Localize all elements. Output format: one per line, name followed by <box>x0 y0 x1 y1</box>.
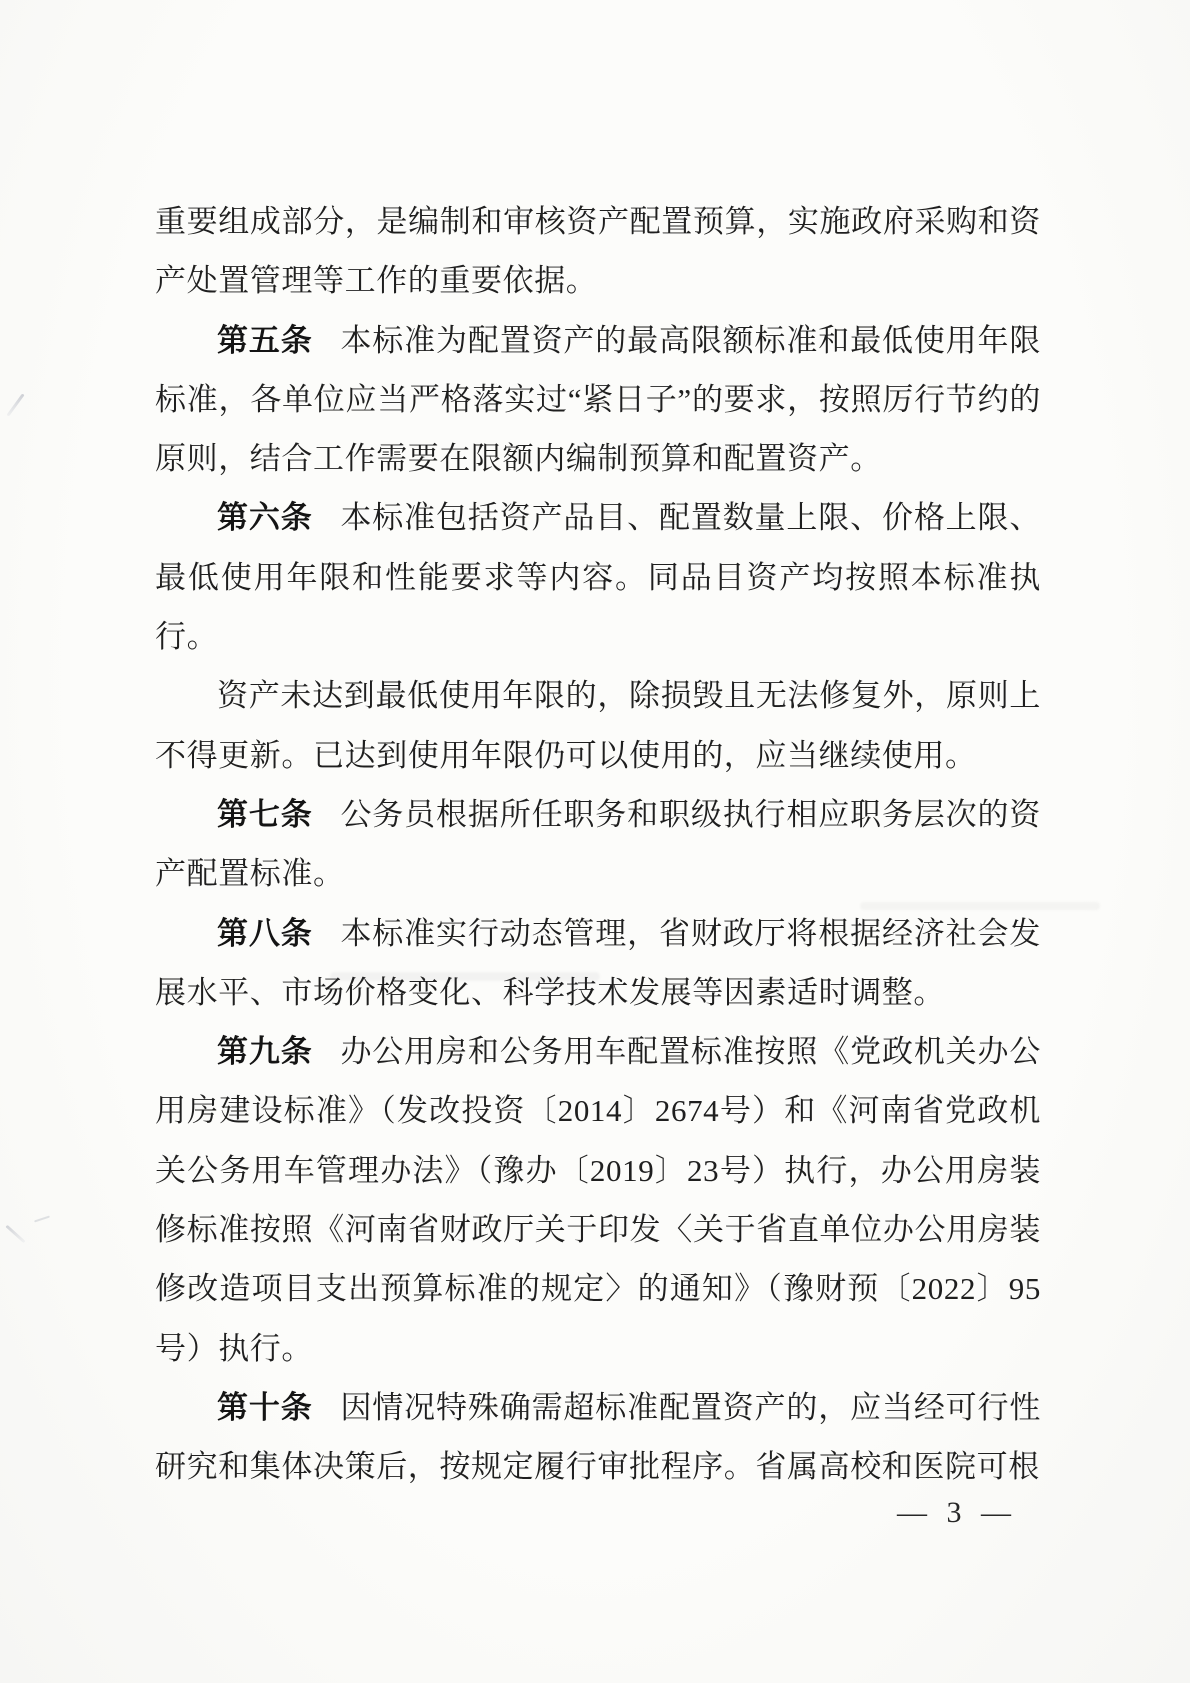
article-number: 第十条 <box>217 1389 313 1425</box>
scan-artifact <box>34 1216 50 1223</box>
article-number: 第九条 <box>217 1034 313 1070</box>
paragraph: 第十条 因情况特殊确需超标准配置资产的，应当经可行性研究和集体决策后，按规定履行审批程序。省属高校和医院可根 <box>155 1389 1041 1485</box>
paragraph: 第九条 办公用房和公务用车配置标准按照《党政机关办公用房建设标准》（发改投资〔2014〕2674号）和《河南省党政机关公务用车管理办法》（豫办〔2019〕23号）执行，办公用房装修标准按照《河南省财政厅关于印发〈关于省直单位办公用房装修改造项目支出预算标准的规定〉的通知》（豫财预〔2022〕95号）执行。 <box>155 1034 1041 1366</box>
scan-artifact <box>6 394 24 417</box>
article-number: 第六条 <box>217 500 313 536</box>
paragraph: 资产未达到最低使用年限的，除损毁且无法修复外，原则上不得更新。已达到使用年限仍可以使用的，应当继续使用。 <box>155 678 1041 773</box>
document-body <box>155 192 1041 1497</box>
article-number: 第八条 <box>217 915 313 951</box>
article-number: 第七条 <box>217 796 313 832</box>
paragraph: 第八条 本标准实行动态管理，省财政厅将根据经济社会发展水平、市场价格变化、科学技术发展等因素适时调整。 <box>155 915 1041 1010</box>
paragraph: 第六条 本标准包括资产品目、配置数量上限、价格上限、最低使用年限和性能要求等内容。同品目资产均按照本标准执行。 <box>155 500 1041 655</box>
paragraph: 第七条 公务员根据所任职务和职级执行相应职务层次的资产配置标准。 <box>155 796 1041 892</box>
paragraph: 重要组成部分，是编制和审核资产配置预算，实施政府采购和资产处置管理等工作的重要依据。 <box>155 204 1041 299</box>
paragraph: 第五条 本标准为配置资产的最高限额标准和最低使用年限标准，各单位应当严格落实过“紧日子”的要求，按照厉行节约的原则，结合工作需要在限额内编制预算和配置资产。 <box>155 322 1041 477</box>
article-number: 第五条 <box>217 322 313 358</box>
page-number: — 3 — <box>897 1496 1012 1529</box>
scan-artifact <box>5 1225 25 1243</box>
